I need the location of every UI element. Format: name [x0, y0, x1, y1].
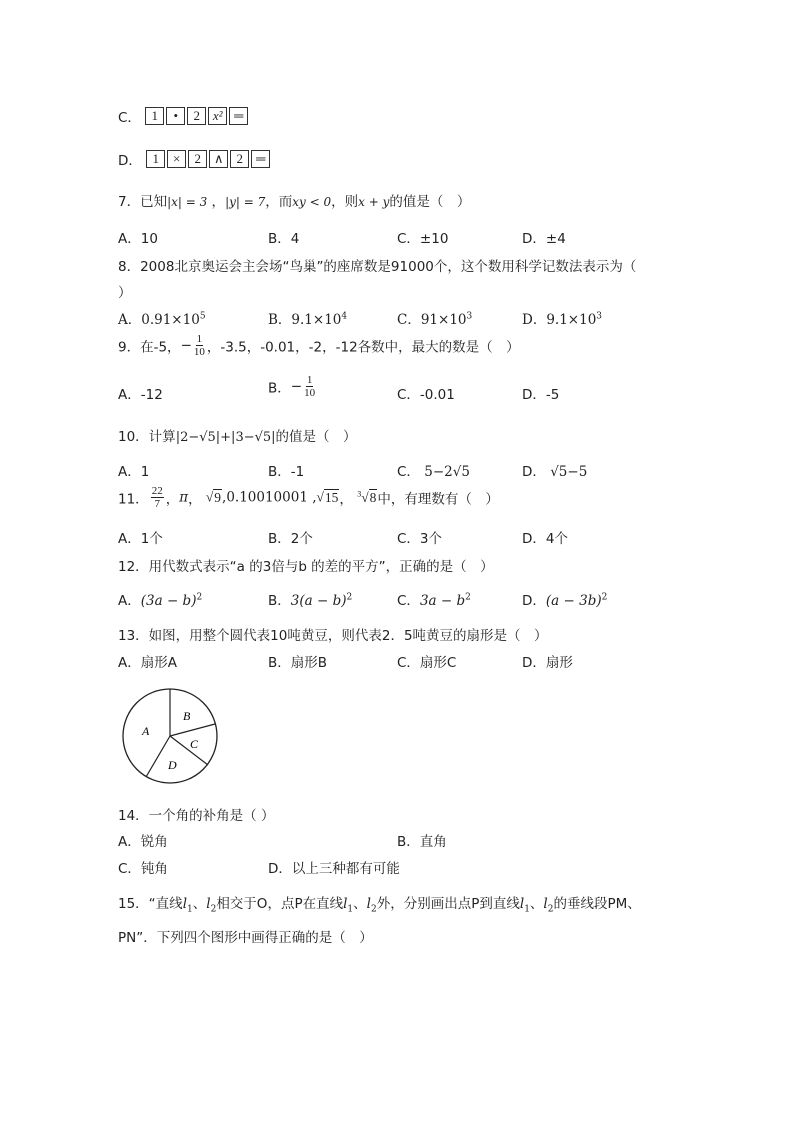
q6-d-label: D． — [118, 153, 142, 169]
q9-option-b-minus: − — [290, 378, 303, 395]
q15-separator: 、 — [353, 896, 367, 912]
calc-key-2: 2 — [188, 150, 207, 168]
q8-option-c-exp: 3 — [466, 311, 473, 322]
q15-text: 相交于O，点P在直线 — [216, 896, 344, 912]
q9-option-b-num: 1 — [306, 374, 313, 386]
q8-option-a-text: A．0.91×10 — [118, 312, 200, 328]
q12-option-d — [522, 589, 607, 609]
q11-option-a: A．1个 — [118, 531, 163, 547]
q9-text: ，-3.5，-0.01，-2，-12各数中，最大的数是（ ） — [206, 339, 520, 356]
q13-option-a: A．扇形A — [118, 655, 177, 671]
q9-stem — [118, 333, 520, 358]
q7-text: 已知 — [140, 194, 168, 210]
q11-text: 中，有理数有（ ） — [377, 491, 499, 508]
q12-option-d-label: D． — [522, 593, 546, 609]
q13-stem: 13．如图，用整个圆代表10吨黄豆，则代表2．5吨黄豆的扇形是（ ） — [118, 628, 548, 644]
q12-option-d-value: (a − 3b) — [545, 593, 602, 609]
q6-option-d — [118, 149, 272, 169]
q6-option-c — [118, 106, 250, 126]
q8-option-b — [268, 308, 347, 328]
q11-number: 11． — [118, 491, 149, 508]
q11-stem: 11． $\frac{22}{7}$ ，π， √9,0.10010001 ,√15， $^3$√8中，有理数有（ ） — [118, 485, 499, 510]
q11-option-b: B．2个 — [268, 531, 313, 547]
q10-option-a: A．1 — [118, 464, 150, 480]
q11-cbrt8: $^3$√8 — [357, 489, 377, 505]
q12-option-a-value: (3a − b) — [140, 593, 197, 609]
calc-key-caret: ∧ — [209, 150, 228, 168]
q15-text: 的垂线段PM、 — [553, 896, 641, 912]
q6-c-label: C． — [118, 110, 141, 126]
q14-option-c: C．钝角 — [118, 861, 168, 877]
q14-stem: 14．一个角的补角是（ ） — [118, 808, 275, 824]
q15-stem-cont: PN”．下列四个图形中画得正确的是（ ） — [118, 930, 373, 946]
q11-fraction — [151, 485, 164, 510]
q10-option-d-value: √5−5 — [550, 464, 588, 480]
q14-option-a: A．锐角 — [118, 834, 168, 850]
sector-label-b: B — [183, 709, 191, 723]
q12-option-b-label: B． — [268, 593, 291, 609]
q7-option-d: D．±4 — [522, 231, 566, 247]
q9-option-d: D．-5 — [522, 387, 560, 403]
q7-text: 的值是（ ） — [389, 194, 471, 210]
q13-option-d: D．扇形 — [522, 655, 573, 671]
q11-option-d: D．4个 — [522, 531, 568, 547]
line-l2: l — [366, 896, 371, 912]
q15-text: 15．“直线 — [118, 896, 183, 912]
q12-option-b-exp: 2 — [346, 592, 353, 603]
q14-option-b: B．直角 — [397, 834, 447, 850]
q12-option-b-value: 3(a − b) — [290, 593, 347, 609]
q10-option-c-label: C． — [397, 464, 420, 480]
q14-option-d: D．以上三种都有可能 — [268, 861, 400, 877]
q13-pie-diagram — [118, 685, 228, 789]
pie-divider-da — [146, 736, 170, 777]
line-l1: l — [182, 896, 188, 912]
calc-key-2: 2 — [230, 150, 249, 168]
q7-abs-x: |x| = 3 — [167, 195, 208, 209]
q11-sqrt15-radicand: 15 — [324, 489, 339, 505]
q10-option-d-label: D． — [522, 464, 546, 480]
q9-option-b-den: 10 — [304, 387, 316, 399]
q9-fraction — [194, 333, 205, 358]
q10-text: 10．计算 — [118, 429, 176, 445]
q9-option-b — [268, 374, 317, 399]
line-l1: l — [343, 896, 348, 912]
q8-option-c-text: C．91×10 — [397, 312, 467, 328]
calc-key-times: × — [167, 150, 186, 168]
q8-stem-cont: ） — [118, 285, 132, 301]
q7-number: 7． — [118, 194, 141, 210]
calc-key-x-squared: x² — [208, 107, 227, 125]
q10-option-c-value: 5−2√5 — [424, 464, 470, 480]
line-l2-sub: 2 — [370, 904, 377, 915]
q10-option-d — [522, 460, 587, 480]
q9-option-b-fraction — [304, 374, 315, 399]
q11-option-c: C．3个 — [397, 531, 443, 547]
q7-abs-y: |y| = 7 — [225, 195, 266, 209]
line-l2: l — [206, 896, 211, 912]
q12-option-c-exp: 2 — [465, 592, 471, 603]
q11-cbrt8-radicand: 8 — [369, 489, 377, 505]
q9-option-c: C．-0.01 — [397, 387, 455, 403]
q11-sqrt15: √15 — [316, 489, 339, 505]
q9-frac-num: 1 — [196, 333, 203, 345]
q9-frac-den: 10 — [193, 346, 205, 358]
line-l1: l — [519, 896, 525, 912]
q10-option-b: B．-1 — [268, 464, 305, 480]
q12-option-a-label: A． — [118, 593, 141, 609]
q9-text: 9．在-5， — [118, 339, 181, 356]
q12-option-a — [118, 589, 202, 609]
q10-text: 的值是（ ） — [275, 429, 357, 445]
q15-stem — [118, 892, 641, 915]
q7-condition: xy < 0 — [292, 195, 332, 209]
q11-frac-den: 7 — [154, 498, 160, 510]
calc-key-1: 1 — [146, 150, 165, 168]
q15-separator: 、 — [529, 896, 544, 912]
line-l1-sub: 1 — [347, 904, 354, 915]
q8-option-d — [522, 308, 602, 328]
q15-text: 外，分别画出点P到直线 — [376, 896, 520, 912]
line-l2-sub: 2 — [210, 904, 217, 915]
q7-text: ，而 — [265, 194, 293, 210]
q8-option-d-exp: 3 — [596, 311, 603, 322]
q7-text: ，则 — [331, 194, 359, 210]
calc-key-equals: ═ — [251, 150, 270, 168]
q10-option-c — [397, 460, 470, 480]
q7-option-b: B．4 — [268, 231, 300, 247]
q11-sqrt9: √9 — [205, 489, 222, 505]
line-l1-sub: 1 — [524, 904, 530, 915]
line-l2: l — [543, 896, 548, 912]
q12-stem: 12．用代数式表示“a 的3倍与b 的差的平方”，正确的是（ ） — [118, 559, 494, 575]
calc-key-dot: • — [166, 107, 185, 125]
q8-stem: 8．2008北京奥运会主会场“鸟巢”的座席数是91000个，这个数用科学记数法表示为（ — [118, 259, 637, 275]
q13-option-b: B．扇形B — [268, 655, 328, 671]
pie-divider-bc — [170, 724, 215, 736]
q11-frac-num: 22 — [151, 485, 163, 497]
q9-option-a: A．-12 — [118, 387, 163, 403]
q15-separator: 、 — [192, 896, 207, 912]
q9-option-b-label: B． — [268, 380, 291, 397]
q10-stem — [118, 425, 357, 445]
q8-option-d-text: D．9.1×10 — [522, 312, 597, 328]
sector-label-d: D — [168, 758, 177, 772]
q12-option-d-exp: 2 — [601, 592, 608, 603]
q11-sqrt9-radicand: 9 — [214, 489, 222, 505]
q10-expression: |2−√5|+|3−√5| — [175, 430, 276, 445]
q8-option-a-exp: 5 — [199, 311, 206, 322]
q7-stem: 7．已知|x| = 3 ，|y| = 7，而xy < 0，则x + y的值是（ ） — [118, 194, 471, 210]
q7-option-a: A．10 — [118, 231, 158, 247]
q11-pi: π — [179, 489, 189, 506]
sector-label-c: C — [190, 737, 199, 751]
sector-label-a: A — [142, 724, 150, 738]
q12-option-c-value: 3a − b — [419, 593, 466, 609]
q7-expression: x + y — [358, 195, 390, 209]
q9-minus: − — [180, 337, 192, 354]
q8-option-a — [118, 308, 206, 328]
line-l2-sub: 2 — [547, 904, 554, 915]
q8-option-b-exp: 4 — [341, 311, 348, 322]
q12-option-c — [397, 589, 471, 609]
q8-option-c — [397, 308, 472, 328]
q12-option-c-label: C． — [397, 593, 420, 609]
q11-decimal: ,0.10010001 , — [222, 489, 317, 506]
q12-option-a-exp: 2 — [196, 592, 203, 603]
q8-option-b-text: B．9.1×10 — [268, 312, 342, 328]
line-l1-sub: 1 — [187, 904, 193, 915]
q7-option-c: C．±10 — [397, 231, 449, 247]
calc-key-2: 2 — [187, 107, 206, 125]
q13-option-c: C．扇形C — [397, 655, 457, 671]
calc-key-equals: ═ — [229, 107, 248, 125]
calc-key-1: 1 — [145, 107, 164, 125]
q12-option-b — [268, 589, 352, 609]
